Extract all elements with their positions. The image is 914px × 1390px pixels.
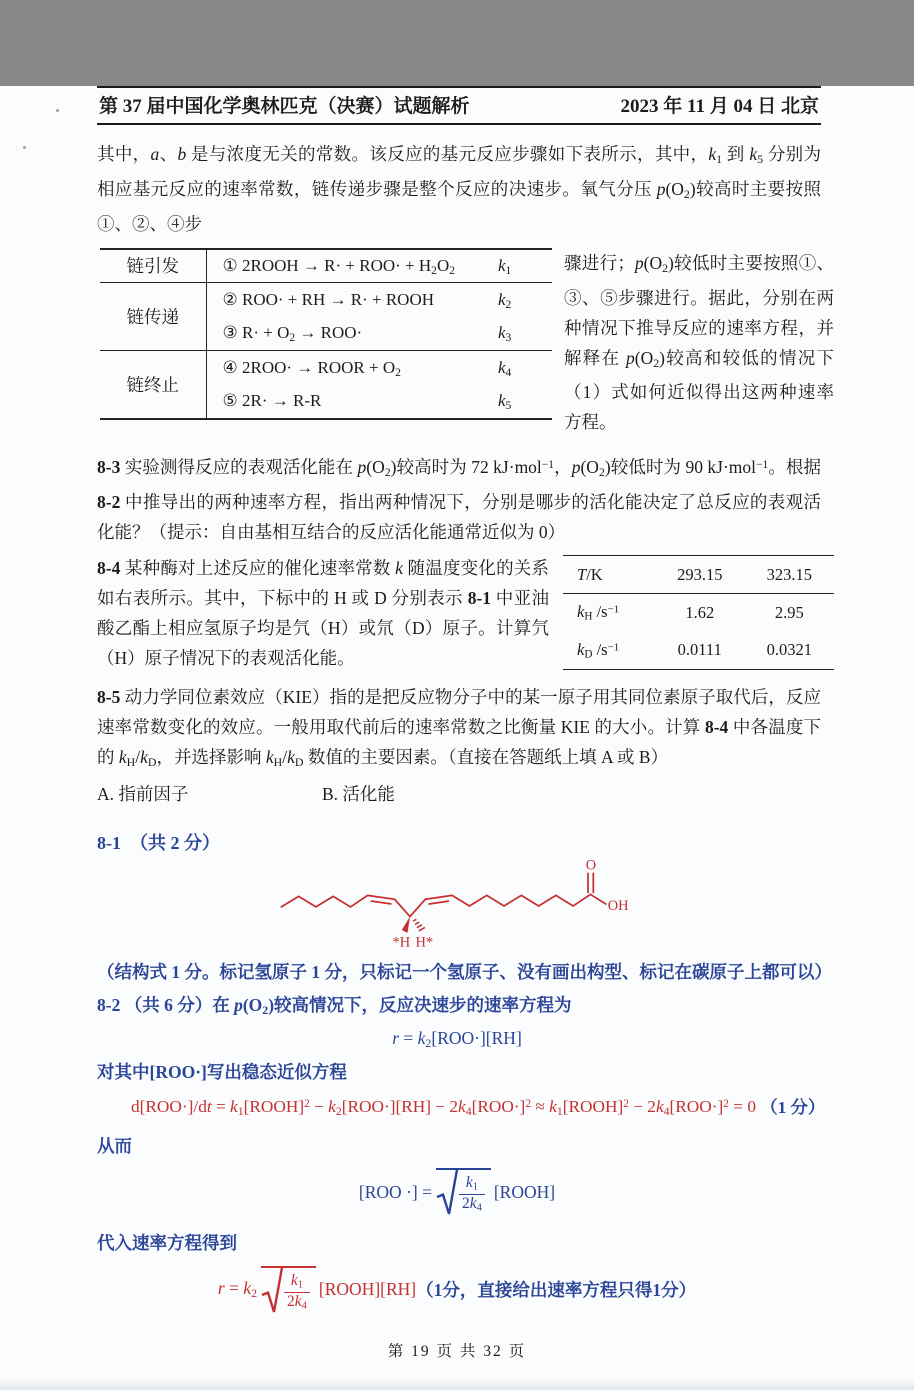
equation-rhs: [ROOH][RH] [318,1279,417,1300]
reaction-step: ④ 2ROO· → ROOR + O2 [206,351,498,385]
table-row [563,556,834,594]
option-a: A. 指前因子 [97,783,189,804]
question-text: 实验测得反应的表观活化能在 p(O2)较高时为 72 kJ·mol$^{-1}$，p(O2)较低时为 90 kJ·mol$^{-1}$。根据 8-2 中推导出的两种速率方程，指出两种情况下，分别是哪步的活化能决定了总反应的表观活化能？（提示：自由基相互结合的反应活化能通常近似为 0） [97,457,821,543]
radical-sign [261,1266,283,1314]
reaction-step: ② ROO· + RH → R· + ROOH [206,283,498,317]
equation-rhs: [ROOH] [493,1181,556,1202]
final-rate-equation [0,1266,914,1314]
temperature-value: 293.15 [655,556,745,594]
h-right-label: H* [415,934,434,951]
table-row [100,249,552,283]
equation [359,1168,555,1216]
temperature-header: T/K [563,556,655,594]
steady-state-equation-line [131,1091,874,1127]
table-row [100,351,552,385]
mechanism-section [100,248,834,438]
side-paragraph: 骤进行；p(O2)较低时主要按照①、③、⑤步骤进行。据此，分别在两种情况下推导反应的速率方程，并解释在 p(O2)较高和较低的情况下（1）式如何近似得出这两种速率方程。 [564,252,835,433]
table-row [100,283,552,317]
answer-8-1-note: （结构式 1 分。标记氢原子 1 分，只标记一个氢原子、没有画出构型、标记在碳原子上都可以） [97,961,832,982]
stage-label: 链引发 [100,249,206,283]
rate-constant: k1 [498,255,512,277]
table-row [563,632,834,670]
answer-options [97,779,821,809]
reaction-step: ① 2ROOH → R· + ROO· + H2O2 [222,255,456,277]
kd-value: 0.0321 [766,640,812,660]
equation-lhs: [ROO ·] = [358,1181,432,1202]
score-note: （1分，直接给出速率方程只得1分） [416,1280,697,1301]
radical-sign [436,1168,458,1216]
substitute-label: 代入速率方程得到 [97,1232,237,1253]
page-footer: 第 19 页 共 32 页 [387,1342,527,1360]
hashed-bond [413,919,425,931]
square-root [261,1266,316,1314]
mechanism-table [100,248,552,420]
stage-label: 链传递 [100,283,206,351]
carbonyl-o-label: O [585,857,597,874]
option-b: B. 活化能 [322,783,395,804]
molecule-container [0,857,914,958]
kh-value: 1.62 [685,602,715,622]
kinetics-table [563,555,834,670]
rate-constant: k2 [498,283,552,317]
question-number: 8-5 [97,687,121,708]
rate-equation: r = k2[ROO·][RH] [392,1027,522,1050]
scan-speck [56,109,59,112]
question-8-3 [97,450,821,547]
fraction-denominator: 2k4 [284,1292,310,1313]
rate-constant: k3 [498,323,512,344]
kh-value: 2.95 [774,602,804,622]
question-8-4 [97,553,549,673]
equation [218,1266,696,1314]
question-8-4-section [97,553,834,673]
score-note: （1 分） [760,1097,826,1117]
roo-concentration-equation [0,1168,914,1216]
h-left-label: *H [392,934,411,951]
page-header [97,86,821,125]
kd-label: kD $/s^{-1}$ [577,639,620,661]
skeleton-bonds [281,873,605,916]
answer-8-2-heading: 8-2 （共 6 分）在 p(O2)较高情况下，反应决速步的速率方程为 [97,994,572,1017]
linoleic-acid-structure [262,857,652,953]
kd-value: 0.0111 [677,640,722,660]
temperature-value: 323.15 [745,556,835,594]
rate-constant: k5 [498,390,512,412]
answer-score: （共 2 分） [130,832,220,853]
equation-lhs: r = k2 [217,1278,258,1301]
answer-number: 8-1 [97,832,121,853]
scan-edge-shadow [0,1378,914,1390]
fraction [284,1272,310,1313]
question-number: 8-3 [97,457,121,478]
fraction [459,1174,485,1215]
kh-label: kH $/s^{-1}$ [577,602,620,624]
answer-8-1-heading [97,829,821,855]
rate-constant: k4 [498,351,552,385]
steady-state-label: 对其中[ROO·]写出稳态近似方程 [97,1061,347,1082]
fraction-denominator: 2k4 [459,1194,485,1215]
wedge-bond [402,916,410,932]
reaction-step: ⑤ 2R· → R-R [222,391,322,411]
question-text: 动力学同位素效应（KIE）指的是把反应物分子中的某一原子用其同位素原子取代后，反应速率常数变化的效应。一般用取代前后的速率常数之比衡量 KIE 的大小。计算 8-4 中各温度下的 kH/kD，并选择影响 kH/kD 数值的主要因素。（直接在答题纸上填 A 或 B） [97,687,822,769]
scan-speck [23,146,26,149]
stage-label: 链终止 [100,351,206,419]
fraction-numerator: k1 [465,1174,478,1193]
table-row [563,594,834,632]
hydroxyl-label: OH [607,897,629,914]
scanned-exam-page [0,86,914,1390]
steady-state-equation: d[ROO·]/dt = k1[ROOH]$^2$ − $k2[ROO\cdot][RH] - 2k4[ROO\cdot]^2$ ≈ k1[ROOH]$^2$ − $2k4[ROO\cdot]^2 = 0$ [131,1097,761,1119]
question-number: 8-4 [97,558,121,579]
thus-label: 从而 [97,1136,132,1157]
intro-paragraph: 其中，a、b 是与浓度无关的常数。该反应的基元反应步骤如下表所示，其中，k1 到 k5 分别为相应基元反应的速率常数，链传递步骤是整个反应的决速步。氧气分压 p(O2)较高时主要按照①、②、④步 [97,144,822,234]
question-8-5 [97,682,821,777]
document-date: 2023 年 11 月 04 日 北京 [620,96,819,117]
reaction-step: ③ R· + O2 → ROO· [222,323,363,344]
question-text: 某种酶对上述反应的催化速率常数 k 随温度变化的关系如右表所示。其中，下标中的 H 或 D 分别表示 8-1 中亚油酸乙酯上相应氢原子均是氕（H）或氘（D）原子。计算氕（H）原子情况下的表观活化能。 [97,558,550,669]
fraction-numerator: k1 [290,1271,304,1291]
square-root [436,1168,491,1216]
document-title: 第 37 届中国化学奥林匹克（决赛）试题解析 [99,96,470,117]
